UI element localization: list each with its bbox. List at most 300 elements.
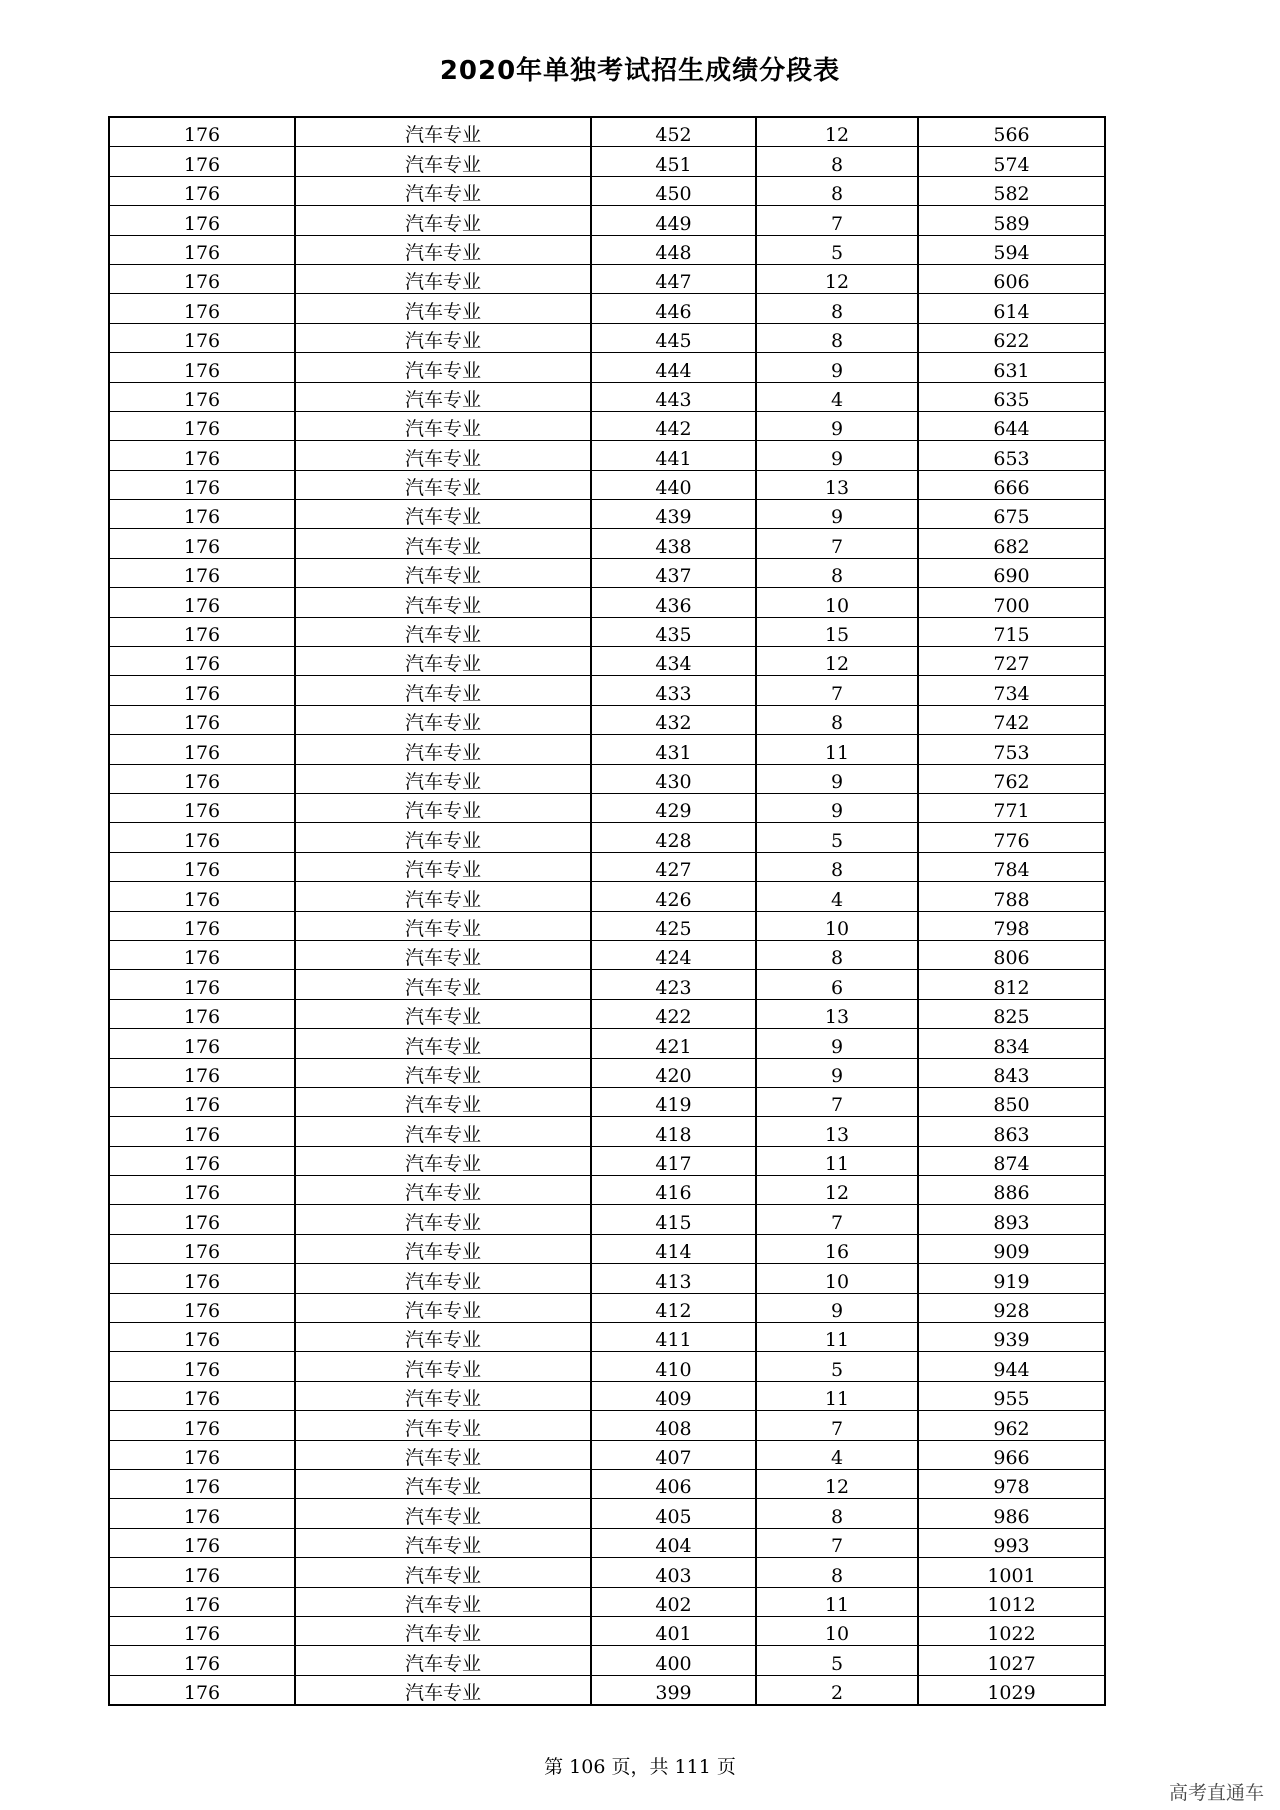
table-row — [109, 441, 1105, 470]
code-cell: 176 — [109, 1528, 295, 1557]
major-cell: 汽车专业 — [295, 294, 591, 323]
score-cell: 441 — [591, 441, 756, 470]
major-cell: 汽车专业 — [295, 1117, 591, 1146]
code-cell: 176 — [109, 882, 295, 911]
table-row — [109, 206, 1105, 235]
table-row — [109, 823, 1105, 852]
table-row — [109, 882, 1105, 911]
score-cell: 405 — [591, 1499, 756, 1528]
table-row — [109, 705, 1105, 734]
count-cell: 7 — [756, 1528, 918, 1557]
score-cell: 444 — [591, 353, 756, 382]
count-cell: 5 — [756, 823, 918, 852]
count-cell: 13 — [756, 999, 918, 1028]
score-cell: 404 — [591, 1528, 756, 1557]
major-cell: 汽车专业 — [295, 882, 591, 911]
cumulative-cell: 653 — [918, 441, 1105, 470]
score-cell: 433 — [591, 676, 756, 705]
score-cell: 410 — [591, 1352, 756, 1381]
cumulative-cell: 753 — [918, 735, 1105, 764]
cumulative-cell: 834 — [918, 1029, 1105, 1058]
count-cell: 12 — [756, 117, 918, 147]
major-cell: 汽车专业 — [295, 970, 591, 999]
score-cell: 432 — [591, 705, 756, 734]
cumulative-cell: 727 — [918, 647, 1105, 676]
count-cell: 9 — [756, 353, 918, 382]
code-cell: 176 — [109, 1146, 295, 1175]
code-cell: 176 — [109, 647, 295, 676]
code-cell: 176 — [109, 500, 295, 529]
score-cell: 415 — [591, 1205, 756, 1234]
count-cell: 5 — [756, 1352, 918, 1381]
code-cell: 176 — [109, 294, 295, 323]
major-cell: 汽车专业 — [295, 588, 591, 617]
major-cell: 汽车专业 — [295, 1469, 591, 1498]
score-cell: 429 — [591, 793, 756, 822]
score-cell: 416 — [591, 1176, 756, 1205]
cumulative-cell: 1029 — [918, 1675, 1105, 1705]
cumulative-cell: 886 — [918, 1176, 1105, 1205]
score-cell: 399 — [591, 1675, 756, 1705]
major-cell: 汽车专业 — [295, 1323, 591, 1352]
count-cell: 9 — [756, 1293, 918, 1322]
count-cell: 7 — [756, 1205, 918, 1234]
table-row — [109, 323, 1105, 352]
score-cell: 414 — [591, 1234, 756, 1263]
cumulative-cell: 635 — [918, 382, 1105, 411]
count-cell: 12 — [756, 647, 918, 676]
cumulative-cell: 993 — [918, 1528, 1105, 1557]
cumulative-cell: 850 — [918, 1087, 1105, 1116]
major-cell: 汽车专业 — [295, 1587, 591, 1616]
table-row — [109, 1587, 1105, 1616]
count-cell: 9 — [756, 441, 918, 470]
code-cell: 176 — [109, 264, 295, 293]
count-cell: 12 — [756, 1176, 918, 1205]
major-cell: 汽车专业 — [295, 147, 591, 176]
code-cell: 176 — [109, 940, 295, 969]
score-cell: 417 — [591, 1146, 756, 1175]
score-cell: 411 — [591, 1323, 756, 1352]
major-cell: 汽车专业 — [295, 1087, 591, 1116]
code-cell: 176 — [109, 1646, 295, 1675]
table-row — [109, 852, 1105, 881]
score-cell: 424 — [591, 940, 756, 969]
count-cell: 2 — [756, 1675, 918, 1705]
major-cell: 汽车专业 — [295, 1029, 591, 1058]
code-cell: 176 — [109, 1058, 295, 1087]
score-cell: 435 — [591, 617, 756, 646]
score-cell: 439 — [591, 500, 756, 529]
score-cell: 412 — [591, 1293, 756, 1322]
cumulative-cell: 955 — [918, 1381, 1105, 1410]
count-cell: 9 — [756, 411, 918, 440]
table-row — [109, 1381, 1105, 1410]
cumulative-cell: 939 — [918, 1323, 1105, 1352]
score-cell: 403 — [591, 1558, 756, 1587]
cumulative-cell: 788 — [918, 882, 1105, 911]
count-cell: 8 — [756, 294, 918, 323]
code-cell: 176 — [109, 1587, 295, 1616]
code-cell: 176 — [109, 999, 295, 1028]
major-cell: 汽车专业 — [295, 1675, 591, 1705]
major-cell: 汽车专业 — [295, 735, 591, 764]
score-cell: 430 — [591, 764, 756, 793]
count-cell: 7 — [756, 206, 918, 235]
code-cell: 176 — [109, 1293, 295, 1322]
code-cell: 176 — [109, 852, 295, 881]
table-row — [109, 970, 1105, 999]
code-cell: 176 — [109, 323, 295, 352]
count-cell: 6 — [756, 970, 918, 999]
count-cell: 12 — [756, 1469, 918, 1498]
score-cell: 450 — [591, 176, 756, 205]
major-cell: 汽车专业 — [295, 1616, 591, 1645]
watermark: 高考直通车 — [1168, 1782, 1264, 1804]
score-cell: 418 — [591, 1117, 756, 1146]
major-cell: 汽车专业 — [295, 1411, 591, 1440]
major-cell: 汽车专业 — [295, 1558, 591, 1587]
code-cell: 176 — [109, 529, 295, 558]
code-cell: 176 — [109, 1675, 295, 1705]
cumulative-cell: 582 — [918, 176, 1105, 205]
table-row — [109, 235, 1105, 264]
cumulative-cell: 700 — [918, 588, 1105, 617]
table-row — [109, 1440, 1105, 1469]
code-cell: 176 — [109, 588, 295, 617]
count-cell: 8 — [756, 323, 918, 352]
table-row — [109, 911, 1105, 940]
count-cell: 7 — [756, 676, 918, 705]
code-cell: 176 — [109, 705, 295, 734]
cumulative-cell: 594 — [918, 235, 1105, 264]
cumulative-cell: 919 — [918, 1264, 1105, 1293]
table-row — [109, 1646, 1105, 1675]
count-cell: 4 — [756, 1440, 918, 1469]
cumulative-cell: 715 — [918, 617, 1105, 646]
cumulative-cell: 682 — [918, 529, 1105, 558]
count-cell: 11 — [756, 1381, 918, 1410]
count-cell: 11 — [756, 735, 918, 764]
major-cell: 汽车专业 — [295, 1234, 591, 1263]
major-cell: 汽车专业 — [295, 353, 591, 382]
score-cell: 434 — [591, 647, 756, 676]
score-cell: 420 — [591, 1058, 756, 1087]
major-cell: 汽车专业 — [295, 441, 591, 470]
count-cell: 12 — [756, 264, 918, 293]
code-cell: 176 — [109, 235, 295, 264]
cumulative-cell: 776 — [918, 823, 1105, 852]
code-cell: 176 — [109, 1029, 295, 1058]
score-cell: 408 — [591, 1411, 756, 1440]
code-cell: 176 — [109, 1411, 295, 1440]
cumulative-cell: 574 — [918, 147, 1105, 176]
cumulative-cell: 798 — [918, 911, 1105, 940]
code-cell: 176 — [109, 1499, 295, 1528]
table-row — [109, 940, 1105, 969]
cumulative-cell: 734 — [918, 676, 1105, 705]
major-cell: 汽车专业 — [295, 823, 591, 852]
count-cell: 11 — [756, 1146, 918, 1175]
table-row — [109, 1264, 1105, 1293]
score-cell: 446 — [591, 294, 756, 323]
major-cell: 汽车专业 — [295, 764, 591, 793]
major-cell: 汽车专业 — [295, 529, 591, 558]
table-row — [109, 647, 1105, 676]
count-cell: 10 — [756, 1264, 918, 1293]
table-row — [109, 411, 1105, 440]
score-cell: 449 — [591, 206, 756, 235]
table-row — [109, 1176, 1105, 1205]
table-row — [109, 1411, 1105, 1440]
cumulative-cell: 806 — [918, 940, 1105, 969]
table-row — [109, 1616, 1105, 1645]
cumulative-cell: 944 — [918, 1352, 1105, 1381]
code-cell: 176 — [109, 1205, 295, 1234]
table-row — [109, 294, 1105, 323]
table-row — [109, 529, 1105, 558]
cumulative-cell: 622 — [918, 323, 1105, 352]
cumulative-cell: 1022 — [918, 1616, 1105, 1645]
table-row — [109, 147, 1105, 176]
cumulative-cell: 928 — [918, 1293, 1105, 1322]
table-row — [109, 264, 1105, 293]
count-cell: 8 — [756, 1558, 918, 1587]
table-row — [109, 470, 1105, 499]
cumulative-cell: 863 — [918, 1117, 1105, 1146]
score-cell: 401 — [591, 1616, 756, 1645]
cumulative-cell: 962 — [918, 1411, 1105, 1440]
cumulative-cell: 566 — [918, 117, 1105, 147]
code-cell: 176 — [109, 735, 295, 764]
count-cell: 5 — [756, 1646, 918, 1675]
count-cell: 9 — [756, 500, 918, 529]
code-cell: 176 — [109, 1087, 295, 1116]
table-row — [109, 1675, 1105, 1705]
table-row — [109, 500, 1105, 529]
count-cell: 7 — [756, 529, 918, 558]
table-row — [109, 793, 1105, 822]
code-cell: 176 — [109, 1616, 295, 1645]
table-row — [109, 676, 1105, 705]
code-cell: 176 — [109, 382, 295, 411]
code-cell: 176 — [109, 1352, 295, 1381]
table-row — [109, 382, 1105, 411]
table-row — [109, 1117, 1105, 1146]
major-cell: 汽车专业 — [295, 1381, 591, 1410]
code-cell: 176 — [109, 617, 295, 646]
code-cell: 176 — [109, 1323, 295, 1352]
table-row — [109, 1146, 1105, 1175]
count-cell: 8 — [756, 558, 918, 587]
code-cell: 176 — [109, 970, 295, 999]
code-cell: 176 — [109, 793, 295, 822]
cumulative-cell: 784 — [918, 852, 1105, 881]
count-cell: 8 — [756, 147, 918, 176]
score-cell: 447 — [591, 264, 756, 293]
major-cell: 汽车专业 — [295, 1146, 591, 1175]
major-cell: 汽车专业 — [295, 1058, 591, 1087]
score-cell: 448 — [591, 235, 756, 264]
table-row — [109, 764, 1105, 793]
major-cell: 汽车专业 — [295, 1205, 591, 1234]
count-cell: 9 — [756, 1029, 918, 1058]
major-cell: 汽车专业 — [295, 206, 591, 235]
score-cell: 413 — [591, 1264, 756, 1293]
code-cell: 176 — [109, 1440, 295, 1469]
code-cell: 176 — [109, 1176, 295, 1205]
table-row — [109, 1499, 1105, 1528]
count-cell: 11 — [756, 1587, 918, 1616]
code-cell: 176 — [109, 117, 295, 147]
table-row — [109, 588, 1105, 617]
cumulative-cell: 742 — [918, 705, 1105, 734]
cumulative-cell: 1012 — [918, 1587, 1105, 1616]
score-cell: 407 — [591, 1440, 756, 1469]
major-cell: 汽车专业 — [295, 852, 591, 881]
cumulative-cell: 666 — [918, 470, 1105, 499]
count-cell: 8 — [756, 1499, 918, 1528]
code-cell: 176 — [109, 764, 295, 793]
table-row — [109, 1058, 1105, 1087]
score-cell: 406 — [591, 1469, 756, 1498]
score-cell: 409 — [591, 1381, 756, 1410]
score-cell: 438 — [591, 529, 756, 558]
major-cell: 汽车专业 — [295, 1176, 591, 1205]
score-cell: 445 — [591, 323, 756, 352]
cumulative-cell: 690 — [918, 558, 1105, 587]
score-cell: 427 — [591, 852, 756, 881]
count-cell: 8 — [756, 852, 918, 881]
major-cell: 汽车专业 — [295, 1293, 591, 1322]
score-cell: 451 — [591, 147, 756, 176]
score-cell: 426 — [591, 882, 756, 911]
cumulative-cell: 762 — [918, 764, 1105, 793]
score-cell: 423 — [591, 970, 756, 999]
cumulative-cell: 1027 — [918, 1646, 1105, 1675]
score-cell: 425 — [591, 911, 756, 940]
count-cell: 10 — [756, 1616, 918, 1645]
score-cell: 436 — [591, 588, 756, 617]
table-row — [109, 1205, 1105, 1234]
table-row — [109, 1352, 1105, 1381]
count-cell: 8 — [756, 705, 918, 734]
cumulative-cell: 825 — [918, 999, 1105, 1028]
count-cell: 5 — [756, 235, 918, 264]
page-number: 第 106 页，共 111 页 — [544, 1756, 736, 1778]
score-cell: 422 — [591, 999, 756, 1028]
cumulative-cell: 909 — [918, 1234, 1105, 1263]
cumulative-cell: 631 — [918, 353, 1105, 382]
code-cell: 176 — [109, 206, 295, 235]
score-cell: 428 — [591, 823, 756, 852]
major-cell: 汽车专业 — [295, 558, 591, 587]
table-row — [109, 1558, 1105, 1587]
code-cell: 176 — [109, 1381, 295, 1410]
count-cell: 9 — [756, 1058, 918, 1087]
cumulative-cell: 966 — [918, 1440, 1105, 1469]
major-cell: 汽车专业 — [295, 1499, 591, 1528]
major-cell: 汽车专业 — [295, 382, 591, 411]
code-cell: 176 — [109, 411, 295, 440]
table-row — [109, 1087, 1105, 1116]
code-cell: 176 — [109, 1558, 295, 1587]
table-row — [109, 117, 1105, 147]
table-row — [109, 999, 1105, 1028]
cumulative-cell: 978 — [918, 1469, 1105, 1498]
score-cell: 442 — [591, 411, 756, 440]
code-cell: 176 — [109, 558, 295, 587]
major-cell: 汽车专业 — [295, 793, 591, 822]
table-row — [109, 1323, 1105, 1352]
cumulative-cell: 675 — [918, 500, 1105, 529]
score-cell: 443 — [591, 382, 756, 411]
code-cell: 176 — [109, 911, 295, 940]
count-cell: 4 — [756, 382, 918, 411]
cumulative-cell: 644 — [918, 411, 1105, 440]
cumulative-cell: 843 — [918, 1058, 1105, 1087]
cumulative-cell: 812 — [918, 970, 1105, 999]
score-cell: 437 — [591, 558, 756, 587]
code-cell: 176 — [109, 823, 295, 852]
major-cell: 汽车专业 — [295, 1646, 591, 1675]
major-cell: 汽车专业 — [295, 911, 591, 940]
major-cell: 汽车专业 — [295, 264, 591, 293]
major-cell: 汽车专业 — [295, 676, 591, 705]
major-cell: 汽车专业 — [295, 1264, 591, 1293]
code-cell: 176 — [109, 441, 295, 470]
score-cell: 440 — [591, 470, 756, 499]
count-cell: 15 — [756, 617, 918, 646]
code-cell: 176 — [109, 1264, 295, 1293]
score-cell: 400 — [591, 1646, 756, 1675]
major-cell: 汽车专业 — [295, 647, 591, 676]
cumulative-cell: 986 — [918, 1499, 1105, 1528]
score-cell: 419 — [591, 1087, 756, 1116]
major-cell: 汽车专业 — [295, 117, 591, 147]
major-cell: 汽车专业 — [295, 500, 591, 529]
count-cell: 8 — [756, 176, 918, 205]
count-cell: 13 — [756, 470, 918, 499]
table-row — [109, 617, 1105, 646]
major-cell: 汽车专业 — [295, 1528, 591, 1557]
table-row — [109, 735, 1105, 764]
major-cell: 汽车专业 — [295, 999, 591, 1028]
major-cell: 汽车专业 — [295, 1352, 591, 1381]
code-cell: 176 — [109, 470, 295, 499]
major-cell: 汽车专业 — [295, 176, 591, 205]
table-row — [109, 1029, 1105, 1058]
count-cell: 13 — [756, 1117, 918, 1146]
score-table — [108, 116, 1106, 1706]
score-cell: 431 — [591, 735, 756, 764]
major-cell: 汽车专业 — [295, 940, 591, 969]
cumulative-cell: 589 — [918, 206, 1105, 235]
cumulative-cell: 614 — [918, 294, 1105, 323]
code-cell: 176 — [109, 1234, 295, 1263]
table-row — [109, 1469, 1105, 1498]
code-cell: 176 — [109, 1117, 295, 1146]
major-cell: 汽车专业 — [295, 411, 591, 440]
code-cell: 176 — [109, 176, 295, 205]
cumulative-cell: 874 — [918, 1146, 1105, 1175]
count-cell: 16 — [756, 1234, 918, 1263]
score-cell: 421 — [591, 1029, 756, 1058]
table-row — [109, 1293, 1105, 1322]
code-cell: 176 — [109, 1469, 295, 1498]
count-cell: 10 — [756, 911, 918, 940]
code-cell: 176 — [109, 676, 295, 705]
